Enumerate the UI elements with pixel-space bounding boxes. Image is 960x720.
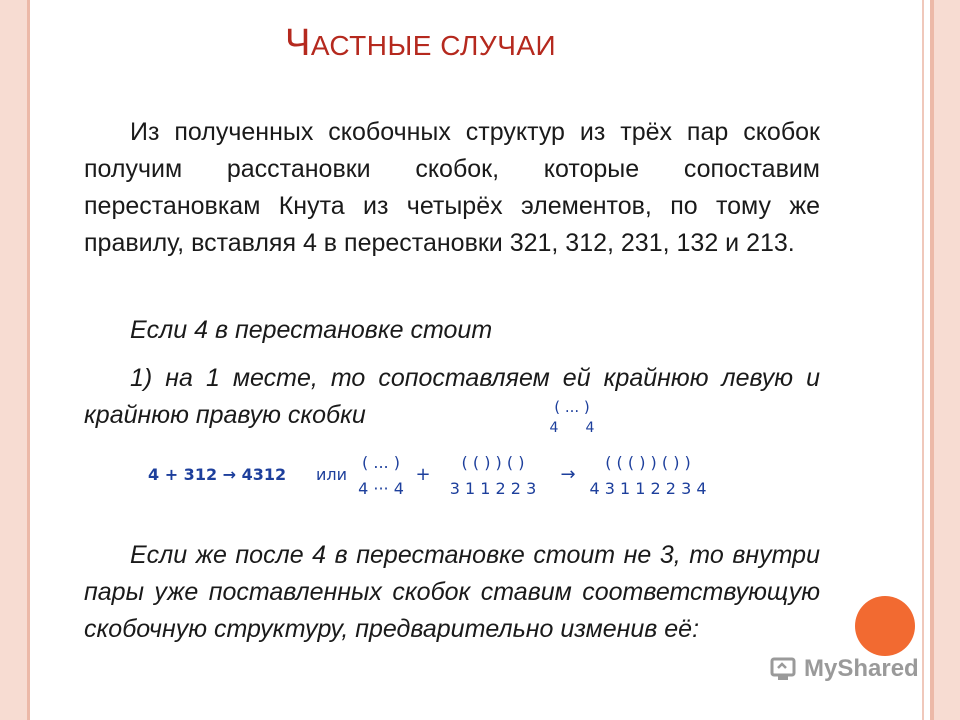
mini-bracket-right-digit: 4 [585, 420, 595, 436]
bracket-2-top: ( ( ) ) ( ) [461, 453, 525, 472]
slide-title [285, 22, 556, 65]
bracket-3-bottom: 4 3 1 1 2 2 3 4 [589, 479, 707, 498]
accent-circle [855, 596, 915, 656]
watermark-logo [770, 655, 919, 683]
paragraph-case-1: 1) на 1 месте, то сопоставляем ей крайнюю левую и крайнюю правую скобки [84, 364, 820, 429]
frame-left-line [27, 0, 30, 720]
watermark-text: MyShared [804, 655, 919, 682]
paragraph-condition: Если 4 в перестановке стоит [130, 316, 493, 344]
bracket-2-bottom: 3 1 1 2 2 3 [449, 479, 537, 498]
mini-bracket-top: ( ... ) [554, 398, 590, 416]
formula-plus: + [415, 464, 431, 485]
formula-example [148, 450, 718, 502]
title-rest: АСТНЫЕ СЛУЧАИ [310, 30, 557, 61]
title-capital: Ч [285, 22, 311, 64]
formula-lhs: 4 + 312 → 4312 [148, 465, 287, 484]
frame-left-bar [0, 0, 27, 720]
bracket-3-top: ( ( ( ) ) ( ) ) [605, 453, 691, 472]
frame-right-thin-line [922, 0, 924, 720]
watermark-icon [770, 655, 798, 683]
bracket-1-top: ( ... ) [362, 453, 400, 472]
frame-right-bar [934, 0, 960, 720]
bracket-1-bottom: 4 ··· 4 [358, 479, 404, 498]
paragraph-case-2: Если же после 4 в перестановке стоит не 3, то внутри пары уже поставленных скобок ставим соответствующую скобочную структуру, предварительно изменив её: [84, 541, 820, 643]
mini-bracket-left-digit: 4 [549, 420, 559, 436]
formula-or: или [316, 465, 348, 484]
formula-arrow: → [560, 464, 576, 485]
mini-bracket-figure [544, 397, 600, 437]
paragraph-intro: Из полученных скобочных структур из трёх пар скобок получим расстановки скобок, которые сопоставим перестановкам Кнута из четырёх элементов, по тому же правилу, вставляя 4 в перестановки 321, 312, 231, 132 и 213. [84, 118, 820, 257]
